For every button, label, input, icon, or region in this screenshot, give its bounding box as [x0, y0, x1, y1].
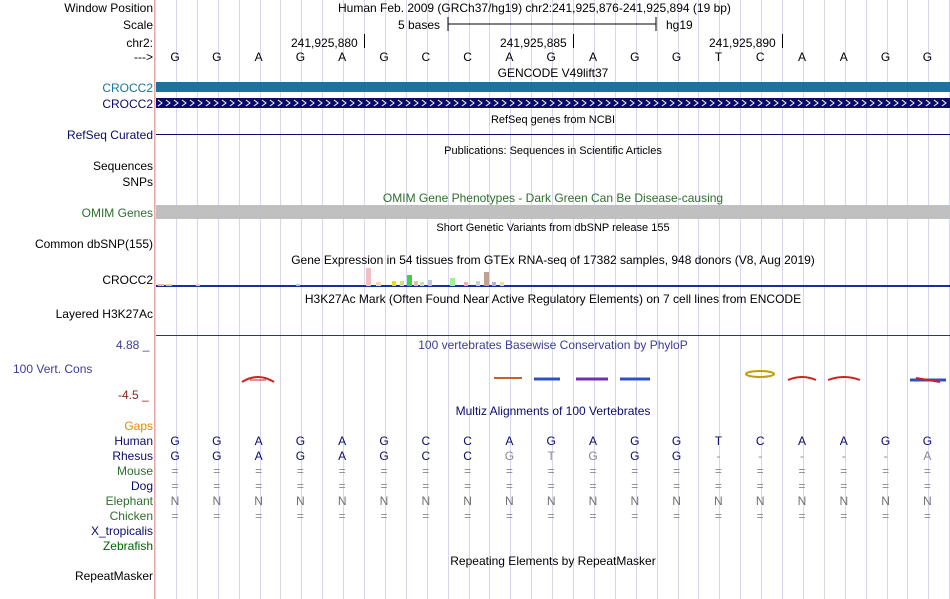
- alignment-base: N: [714, 494, 723, 508]
- refseq-title: RefSeq genes from NCBI: [490, 114, 616, 126]
- alignment-base: N: [170, 494, 180, 508]
- alignment-base: A: [588, 434, 597, 448]
- alignment-base: =: [589, 464, 597, 478]
- alignment-base: A: [338, 449, 347, 463]
- alignment-base: =: [673, 479, 681, 493]
- cons-label[interactable]: 100 Vert. Cons: [13, 362, 93, 376]
- alignment-base: G: [212, 449, 222, 463]
- coord-tick-1: [364, 34, 365, 48]
- alignment-base: =: [380, 509, 388, 523]
- alignment-base: N: [630, 494, 640, 508]
- alignment-base: =: [798, 479, 806, 493]
- alignment-base: =: [296, 479, 304, 493]
- alignment-base: =: [589, 479, 597, 493]
- dna-base: C: [421, 50, 431, 64]
- alignment-base: =: [380, 464, 388, 478]
- alignment-base: =: [422, 479, 430, 493]
- alignment-base: A: [338, 434, 347, 448]
- alignment-base: -: [800, 449, 804, 463]
- species-label[interactable]: Rhesus: [112, 449, 153, 463]
- dna-base: A: [797, 50, 806, 64]
- alignment-base: N: [797, 494, 807, 508]
- alignment-base: =: [714, 479, 722, 493]
- alignment-base: G: [295, 449, 306, 463]
- alignment-base: C: [421, 434, 431, 448]
- alignment-base: =: [631, 479, 639, 493]
- alignment-base: =: [756, 479, 764, 493]
- alignment-base: =: [255, 509, 263, 523]
- alignment-base: =: [589, 509, 597, 523]
- alignment-base: N: [672, 494, 681, 508]
- coord-tick-2: [573, 34, 574, 48]
- alignment-base: =: [631, 464, 639, 478]
- dna-base: G: [170, 50, 180, 64]
- alignment-base: =: [464, 479, 472, 493]
- alignment-base: =: [923, 509, 931, 523]
- repeat-title: Repeating Elements by RepeatMasker: [450, 554, 656, 568]
- alignment-base: N: [421, 494, 431, 508]
- alignment-base: -: [716, 449, 721, 463]
- dna-base: G: [671, 50, 682, 64]
- alignment-base: =: [798, 464, 806, 478]
- dna-base: A: [839, 50, 848, 64]
- species-label[interactable]: Mouse: [116, 464, 153, 478]
- pubs-title: Publications: Sequences in Scientific Articles: [444, 145, 662, 157]
- alignment-base: =: [338, 509, 346, 523]
- alignment-base: G: [671, 434, 682, 448]
- alignment-base: =: [840, 509, 848, 523]
- alignment-base: N: [254, 494, 263, 508]
- omim-bar[interactable]: [156, 205, 950, 219]
- alignment-base: C: [463, 434, 472, 448]
- alignment-base: G: [212, 434, 222, 448]
- gtex-title: Gene Expression in 54 tissues from GTEx RNA-seq of 17382 samples, 948 donors (V8, Aug 2019): [291, 253, 815, 267]
- alignment-base: G: [880, 434, 891, 448]
- alignment-base: =: [673, 509, 681, 523]
- gene-label-crocc2-2[interactable]: CROCC2: [102, 97, 153, 111]
- alignment-base: -: [758, 449, 763, 463]
- coord-3: 241,925,890: [709, 36, 776, 50]
- alignment-base: =: [756, 509, 764, 523]
- alignment-base: =: [798, 509, 806, 523]
- alignment-base: G: [630, 434, 640, 448]
- gencode-title: GENCODE V49lift37: [497, 66, 609, 80]
- phylop-max: 4.88 _: [116, 338, 150, 352]
- alignment-base: G: [295, 434, 306, 448]
- alignment-base: =: [213, 464, 221, 478]
- alignment-base: =: [296, 464, 304, 478]
- alignment-base: A: [254, 449, 263, 463]
- dna-base: A: [588, 50, 597, 64]
- alignment-base: G: [630, 449, 640, 463]
- dna-base: G: [630, 50, 640, 64]
- scale-bar: [446, 16, 660, 32]
- alignment-base: =: [171, 479, 179, 493]
- alignment-base: =: [714, 464, 722, 478]
- alignment-base: =: [422, 509, 430, 523]
- omim-label[interactable]: OMIM Genes: [81, 206, 153, 220]
- alignment-base: =: [422, 464, 430, 478]
- alignment-base: =: [547, 509, 555, 523]
- alignment-base: =: [840, 464, 848, 478]
- label-separator: [154, 0, 155, 599]
- gaps-label[interactable]: Gaps: [124, 419, 153, 433]
- alignment-base: C: [421, 449, 431, 463]
- alignment-base: G: [379, 434, 389, 448]
- alignment-base: =: [882, 479, 890, 493]
- alignment-base: N: [505, 494, 514, 508]
- alignment-base: G: [379, 449, 389, 463]
- phylop-logo-track[interactable]: [156, 366, 950, 390]
- alignment-base: N: [588, 494, 598, 508]
- alignment-base: -: [883, 449, 888, 463]
- alignment-base: =: [882, 464, 890, 478]
- alignment-base: C: [755, 434, 765, 448]
- alignment-base: N: [379, 494, 389, 508]
- dna-base: G: [295, 50, 306, 64]
- sequences-label[interactable]: Sequences: [92, 159, 153, 173]
- alignment-base: G: [170, 434, 180, 448]
- alignment-base: =: [255, 479, 263, 493]
- omim-title: OMIM Gene Phenotypes - Dark Green Can Be Disease-causing: [382, 191, 724, 205]
- coord-1: 241,925,880: [291, 36, 358, 50]
- alignment-base: =: [464, 464, 472, 478]
- phylop-title: 100 vertebrates Basewise Conservation by PhyloP: [418, 338, 688, 352]
- alignment-base: T: [547, 449, 555, 463]
- alignment-base: =: [547, 464, 555, 478]
- dna-base: A: [505, 50, 514, 64]
- alignment-base: =: [380, 479, 388, 493]
- gene-track-crocc2-2[interactable]: [156, 96, 950, 110]
- species-label[interactable]: Chicken: [109, 509, 153, 523]
- snps-label[interactable]: SNPs: [122, 175, 153, 189]
- dna-base: G: [546, 50, 556, 64]
- species-label[interactable]: X_tropicalis: [90, 524, 153, 538]
- h3k-baseline: [156, 335, 950, 336]
- alignment-base: =: [213, 479, 221, 493]
- dna-base: G: [922, 50, 933, 64]
- gtex-label[interactable]: CROCC2: [102, 273, 153, 287]
- window-position-label: Window Position: [64, 1, 153, 15]
- alignment-base: =: [213, 509, 221, 523]
- gene-track-crocc2-1[interactable]: [156, 80, 950, 94]
- species-label[interactable]: Zebrafish: [102, 539, 153, 553]
- alignment-base: N: [212, 494, 222, 508]
- dna-base: C: [463, 50, 472, 64]
- dbsnp-label[interactable]: Common dbSNP(155): [34, 237, 153, 251]
- alignment-base: =: [296, 509, 304, 523]
- assembly-label: hg19: [666, 18, 693, 32]
- alignment-base: =: [631, 509, 639, 523]
- alignment-base: A: [923, 449, 932, 463]
- gtex-expression-bars[interactable]: [156, 266, 950, 288]
- refseq-line: [156, 134, 950, 135]
- strand-label: --->: [134, 50, 153, 64]
- alignment-base: N: [463, 494, 472, 508]
- window-position-text: Human Feb. 2009 (GRCh37/hg19) chr2:241,925,876-241,925,894 (19 bp): [338, 1, 731, 15]
- alignment-base: G: [922, 434, 933, 448]
- species-label[interactable]: Human: [114, 434, 153, 448]
- alignment-base: G: [170, 449, 180, 463]
- dna-base: T: [714, 50, 723, 64]
- alignment-base: N: [881, 494, 890, 508]
- alignment-base: =: [171, 464, 179, 478]
- alignment-base: =: [255, 464, 263, 478]
- alignment-base: G: [588, 449, 598, 463]
- alignment-base: =: [923, 464, 931, 478]
- alignment-base: N: [923, 494, 932, 508]
- alignment-base: =: [923, 479, 931, 493]
- alignment-base: -: [841, 449, 846, 463]
- h3k-title: H3K27Ac Mark (Often Found Near Active Regulatory Elements) on 7 cell lines from ENCODE: [304, 292, 802, 306]
- alignment-base: =: [673, 464, 681, 478]
- dna-base: G: [212, 50, 222, 64]
- alignment-base: =: [505, 479, 513, 493]
- alignment-base: A: [797, 434, 806, 448]
- repeat-label[interactable]: RepeatMasker: [74, 569, 153, 583]
- dna-base: A: [254, 50, 263, 64]
- coord-2: 241,925,885: [500, 36, 567, 50]
- alignment-base: N: [296, 494, 305, 508]
- alignment-base: =: [840, 479, 848, 493]
- coord-tick-3: [782, 34, 783, 48]
- alignment-base: =: [338, 464, 346, 478]
- alignment-base: =: [547, 479, 555, 493]
- alignment-base: N: [546, 494, 556, 508]
- alignment-base: A: [505, 434, 514, 448]
- alignment-base: A: [839, 434, 848, 448]
- alignment-base: =: [338, 479, 346, 493]
- alignment-base: N: [839, 494, 849, 508]
- alignment-base: =: [756, 464, 764, 478]
- gene-label-crocc2-1[interactable]: CROCC2: [102, 81, 153, 95]
- h3k-label[interactable]: Layered H3K27Ac: [55, 307, 153, 321]
- alignment-base: C: [463, 449, 472, 463]
- dna-base: G: [880, 50, 891, 64]
- alignment-base: N: [755, 494, 765, 508]
- scale-label: Scale: [122, 18, 153, 32]
- multiz-title: Multiz Alignments of 100 Vertebrates: [455, 404, 651, 418]
- alignment-base: =: [464, 509, 472, 523]
- alignment-base: A: [254, 434, 263, 448]
- refseq-label[interactable]: RefSeq Curated: [66, 128, 153, 142]
- alignment-base: =: [882, 509, 890, 523]
- alignment-base: G: [671, 449, 682, 463]
- dna-base: A: [338, 50, 347, 64]
- scale-text: 5 bases: [398, 18, 441, 32]
- chrom-label: chr2:: [126, 36, 153, 50]
- species-label[interactable]: Dog: [130, 479, 153, 493]
- alignment-base: =: [505, 464, 513, 478]
- alignment-base: N: [337, 494, 347, 508]
- dna-base: G: [379, 50, 389, 64]
- species-label[interactable]: Elephant: [105, 494, 153, 508]
- dna-base: C: [755, 50, 765, 64]
- alignment-base: G: [546, 434, 556, 448]
- phylop-min: -4.5 _: [118, 388, 149, 402]
- alignment-base: G: [504, 449, 515, 463]
- alignment-base: =: [714, 509, 722, 523]
- alignment-base: =: [505, 509, 513, 523]
- dbsnp-title: Short Genetic Variants from dbSNP release 155: [436, 222, 670, 234]
- alignment-base: =: [171, 509, 179, 523]
- alignment-base: T: [714, 434, 723, 448]
